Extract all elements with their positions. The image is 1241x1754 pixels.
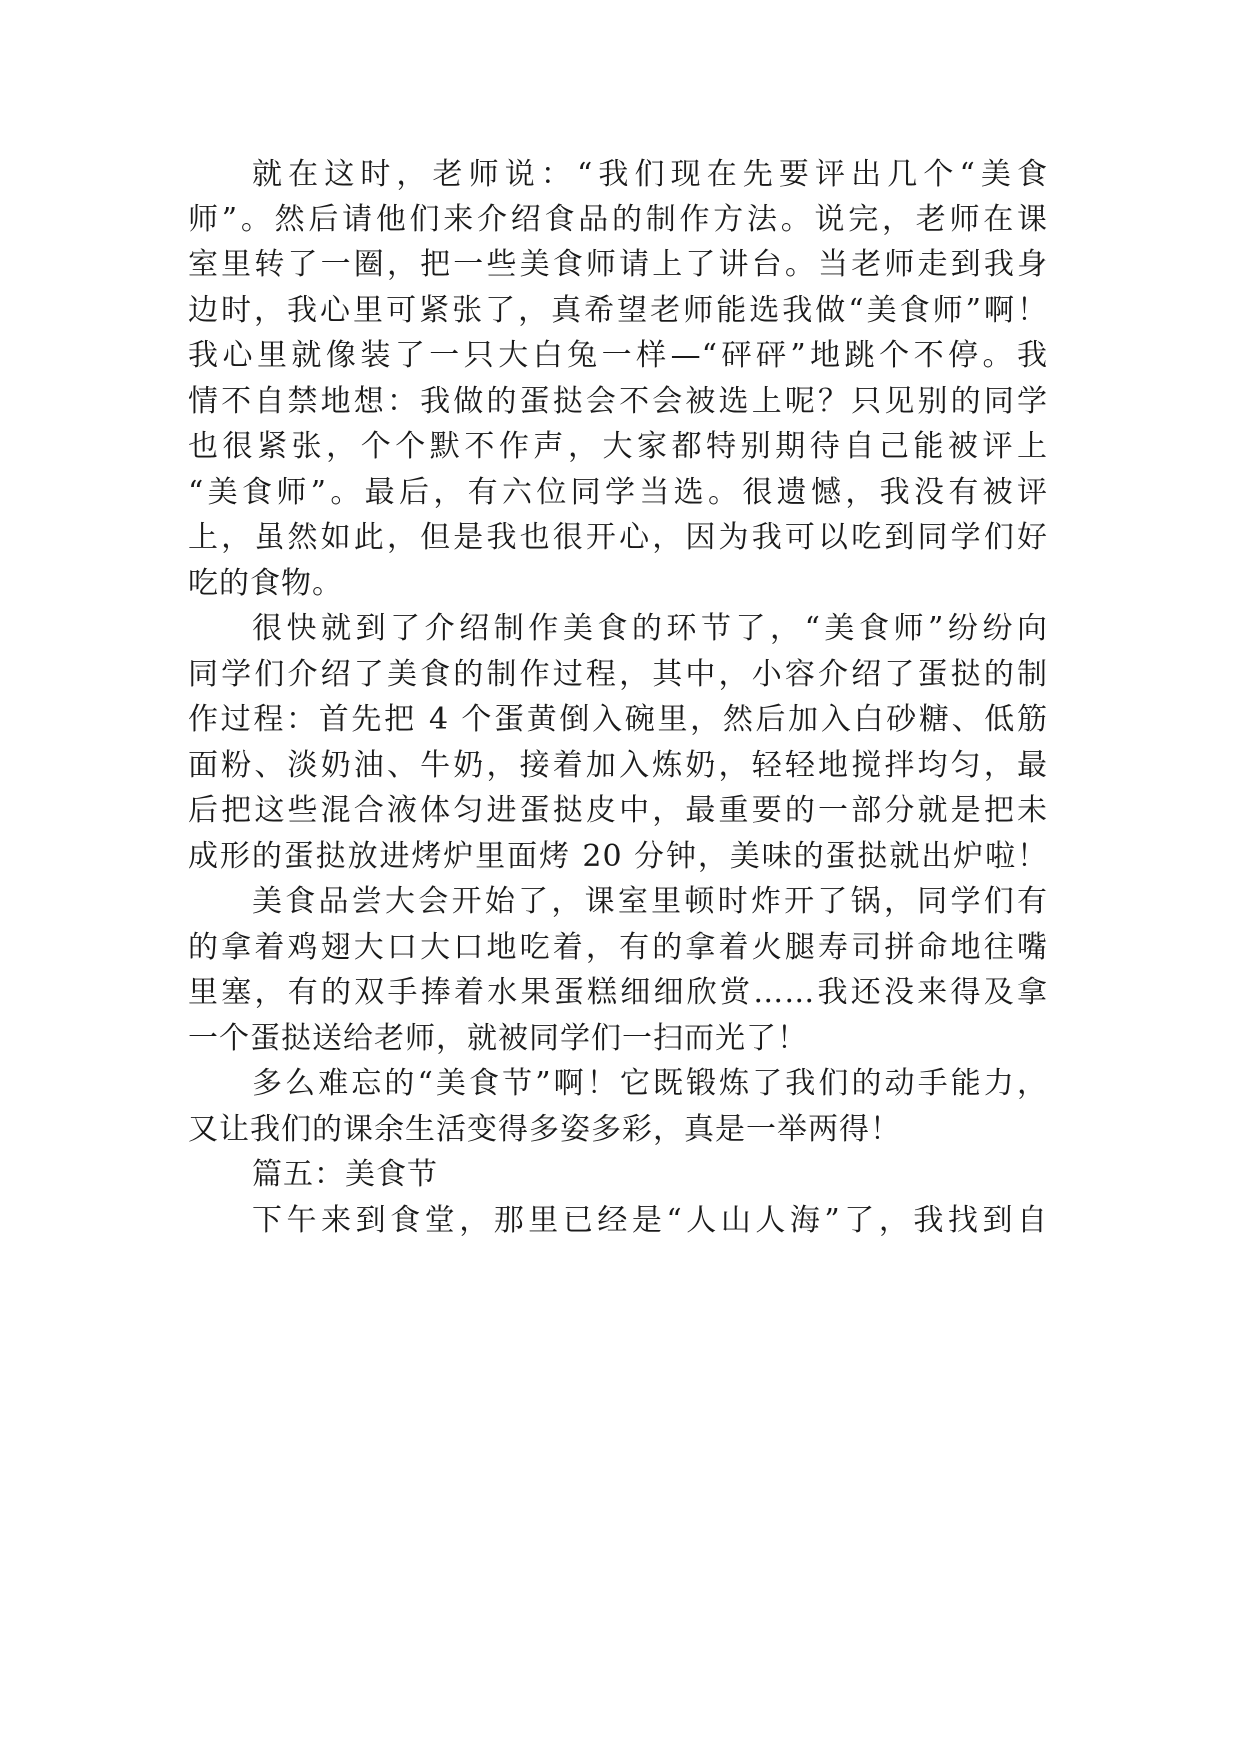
text-line: 面粉、淡奶油、牛奶，接着加入炼奶，轻轻地搅拌均匀，最 <box>188 748 1048 783</box>
text-line: 吃的食物。 <box>188 566 343 601</box>
text-line: 边时，我心里可紧张了，真希望老师能选我做“美食师”啊！ <box>188 293 1048 328</box>
text-line: 后把这些混合液体匀进蛋挞皮中，最重要的一部分就是把未 <box>188 793 1048 828</box>
text-line: 美食品尝大会开始了，课室里顿时炸开了锅，同学们有 <box>252 884 1048 919</box>
text-line: 下午来到食堂，那里已经是“人山人海”了，我找到自 <box>252 1203 1048 1238</box>
text-line: 一个蛋挞送给老师，就被同学们一扫而光了！ <box>188 1021 808 1056</box>
text-line: 同学们介绍了美食的制作过程，其中，小容介绍了蛋挞的制 <box>188 657 1048 692</box>
text-line: 我心里就像装了一只大白兔一样—“砰砰”地跳个不停。我 <box>188 338 1048 373</box>
text-line: “美食师”。最后，有六位同学当选。很遗憾，我没有被评 <box>188 475 1048 510</box>
text-line: 里塞，有的双手捧着水果蛋糕细细欣赏……我还没来得及拿 <box>188 975 1048 1010</box>
text-line: 情不自禁地想：我做的蛋挞会不会被选上呢？只见别的同学 <box>188 384 1048 419</box>
section-heading: 篇五：美食节 <box>252 1157 438 1192</box>
text-line: 的拿着鸡翅大口大口地吃着，有的拿着火腿寿司拼命地往嘴 <box>188 930 1048 965</box>
text-line: 室里转了一圈，把一些美食师请上了讲台。当老师走到我身 <box>188 247 1048 282</box>
text-line: 很快就到了介绍制作美食的环节了，“美食师”纷纷向 <box>252 611 1048 646</box>
text-line: 就在这时，老师说：“我们现在先要评出几个“美食 <box>252 157 1048 192</box>
text-line: 又让我们的课余生活变得多姿多彩，真是一举两得！ <box>188 1112 901 1147</box>
text-line: 作过程：首先把 4 个蛋黄倒入碗里，然后加入白砂糖、低筋 <box>188 702 1048 737</box>
text-line: 上，虽然如此，但是我也很开心，因为我可以吃到同学们好 <box>188 520 1048 555</box>
text-line: 多么难忘的“美食节”啊！它既锻炼了我们的动手能力， <box>252 1066 1048 1101</box>
text-line: 也很紧张，个个默不作声，大家都特别期待自己能被评上 <box>188 429 1048 464</box>
text-line: 成形的蛋挞放进烤炉里面烤 20 分钟，美味的蛋挞就出炉啦！ <box>188 839 1048 874</box>
text-line: 师”。然后请他们来介绍食品的制作方法。说完，老师在课 <box>188 202 1048 237</box>
